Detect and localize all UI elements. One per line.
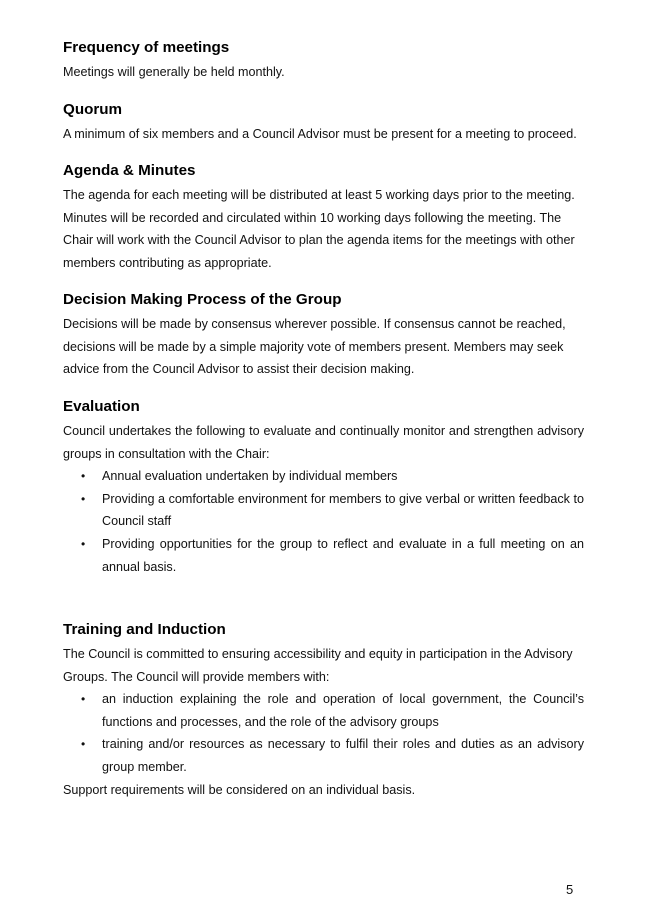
list-item bbox=[63, 465, 584, 488]
list-item-text: training and/or resources as necessary to fulfil their roles and duties as an advisory group member. bbox=[102, 737, 584, 774]
list-item bbox=[63, 488, 584, 533]
bullet-icon: • bbox=[81, 469, 86, 484]
section-evaluation bbox=[63, 397, 584, 578]
heading-decision-making: Decision Making Process of the Group bbox=[63, 291, 342, 308]
heading-evaluation: Evaluation bbox=[63, 398, 140, 415]
list-item-text: an induction explaining the role and operation of local government, the Council’s functions and processes, and the role of the advisory groups bbox=[102, 692, 584, 729]
list-item bbox=[63, 688, 584, 733]
frequency-text: Meetings will generally be held monthly. bbox=[63, 65, 285, 79]
heading-quorum: Quorum bbox=[63, 101, 123, 118]
heading-training-induction: Training and Induction bbox=[63, 621, 226, 638]
list-item bbox=[63, 733, 584, 778]
quorum-text: A minimum of six members and a Council Advisor must be present for a meeting to proceed. bbox=[63, 127, 577, 141]
training-intro: The Council is committed to ensuring accessibility and equity in participation in the Advisory Groups. The Council will provide members with: bbox=[63, 647, 573, 684]
list-item bbox=[63, 533, 584, 578]
section-agenda-minutes bbox=[63, 161, 584, 274]
section-quorum bbox=[63, 100, 584, 146]
training-bullet-list bbox=[63, 688, 584, 778]
bullet-icon: • bbox=[81, 692, 86, 707]
list-item-text: Providing opportunities for the group to reflect and evaluate in a full meeting on an annual basis. bbox=[102, 536, 584, 574]
training-closing: Support requirements will be considered on an individual basis. bbox=[63, 782, 416, 797]
evaluation-intro: Council undertakes the following to evaluate and continually monitor and strengthen advisory groups in consultation with the Chair: bbox=[63, 424, 584, 461]
heading-frequency-of-meetings: Frequency of meetings bbox=[63, 39, 230, 56]
heading-agenda-minutes: Agenda & Minutes bbox=[63, 162, 196, 179]
bullet-icon: • bbox=[81, 737, 86, 752]
list-item-text: Providing a comfortable environment for members to give verbal or written feedback to Council staff bbox=[102, 491, 584, 529]
section-decision-making bbox=[63, 290, 584, 381]
bullet-icon: • bbox=[81, 536, 86, 551]
section-training-induction bbox=[63, 620, 584, 801]
bullet-icon: • bbox=[81, 491, 86, 506]
evaluation-bullet-list bbox=[63, 465, 584, 578]
section-frequency bbox=[63, 38, 584, 84]
decision-text: Decisions will be made by consensus wherever possible. If consensus cannot be reached, decisions will be made by a simple majority vote of members present. Members may seek advice from the Council Advisor to assist their decision making. bbox=[63, 317, 566, 377]
agenda-text: The agenda for each meeting will be distributed at least 5 working days prior to the meeting. Minutes will be recorded and circulated within 10 working days following the meeting. The Chair will work with the Council Advisor to plan the agenda items for the meetings with other members contributing as appropriate. bbox=[63, 188, 575, 270]
list-item-text: Annual evaluation undertaken by individual members bbox=[102, 469, 398, 484]
page-number: 5 bbox=[566, 882, 574, 897]
